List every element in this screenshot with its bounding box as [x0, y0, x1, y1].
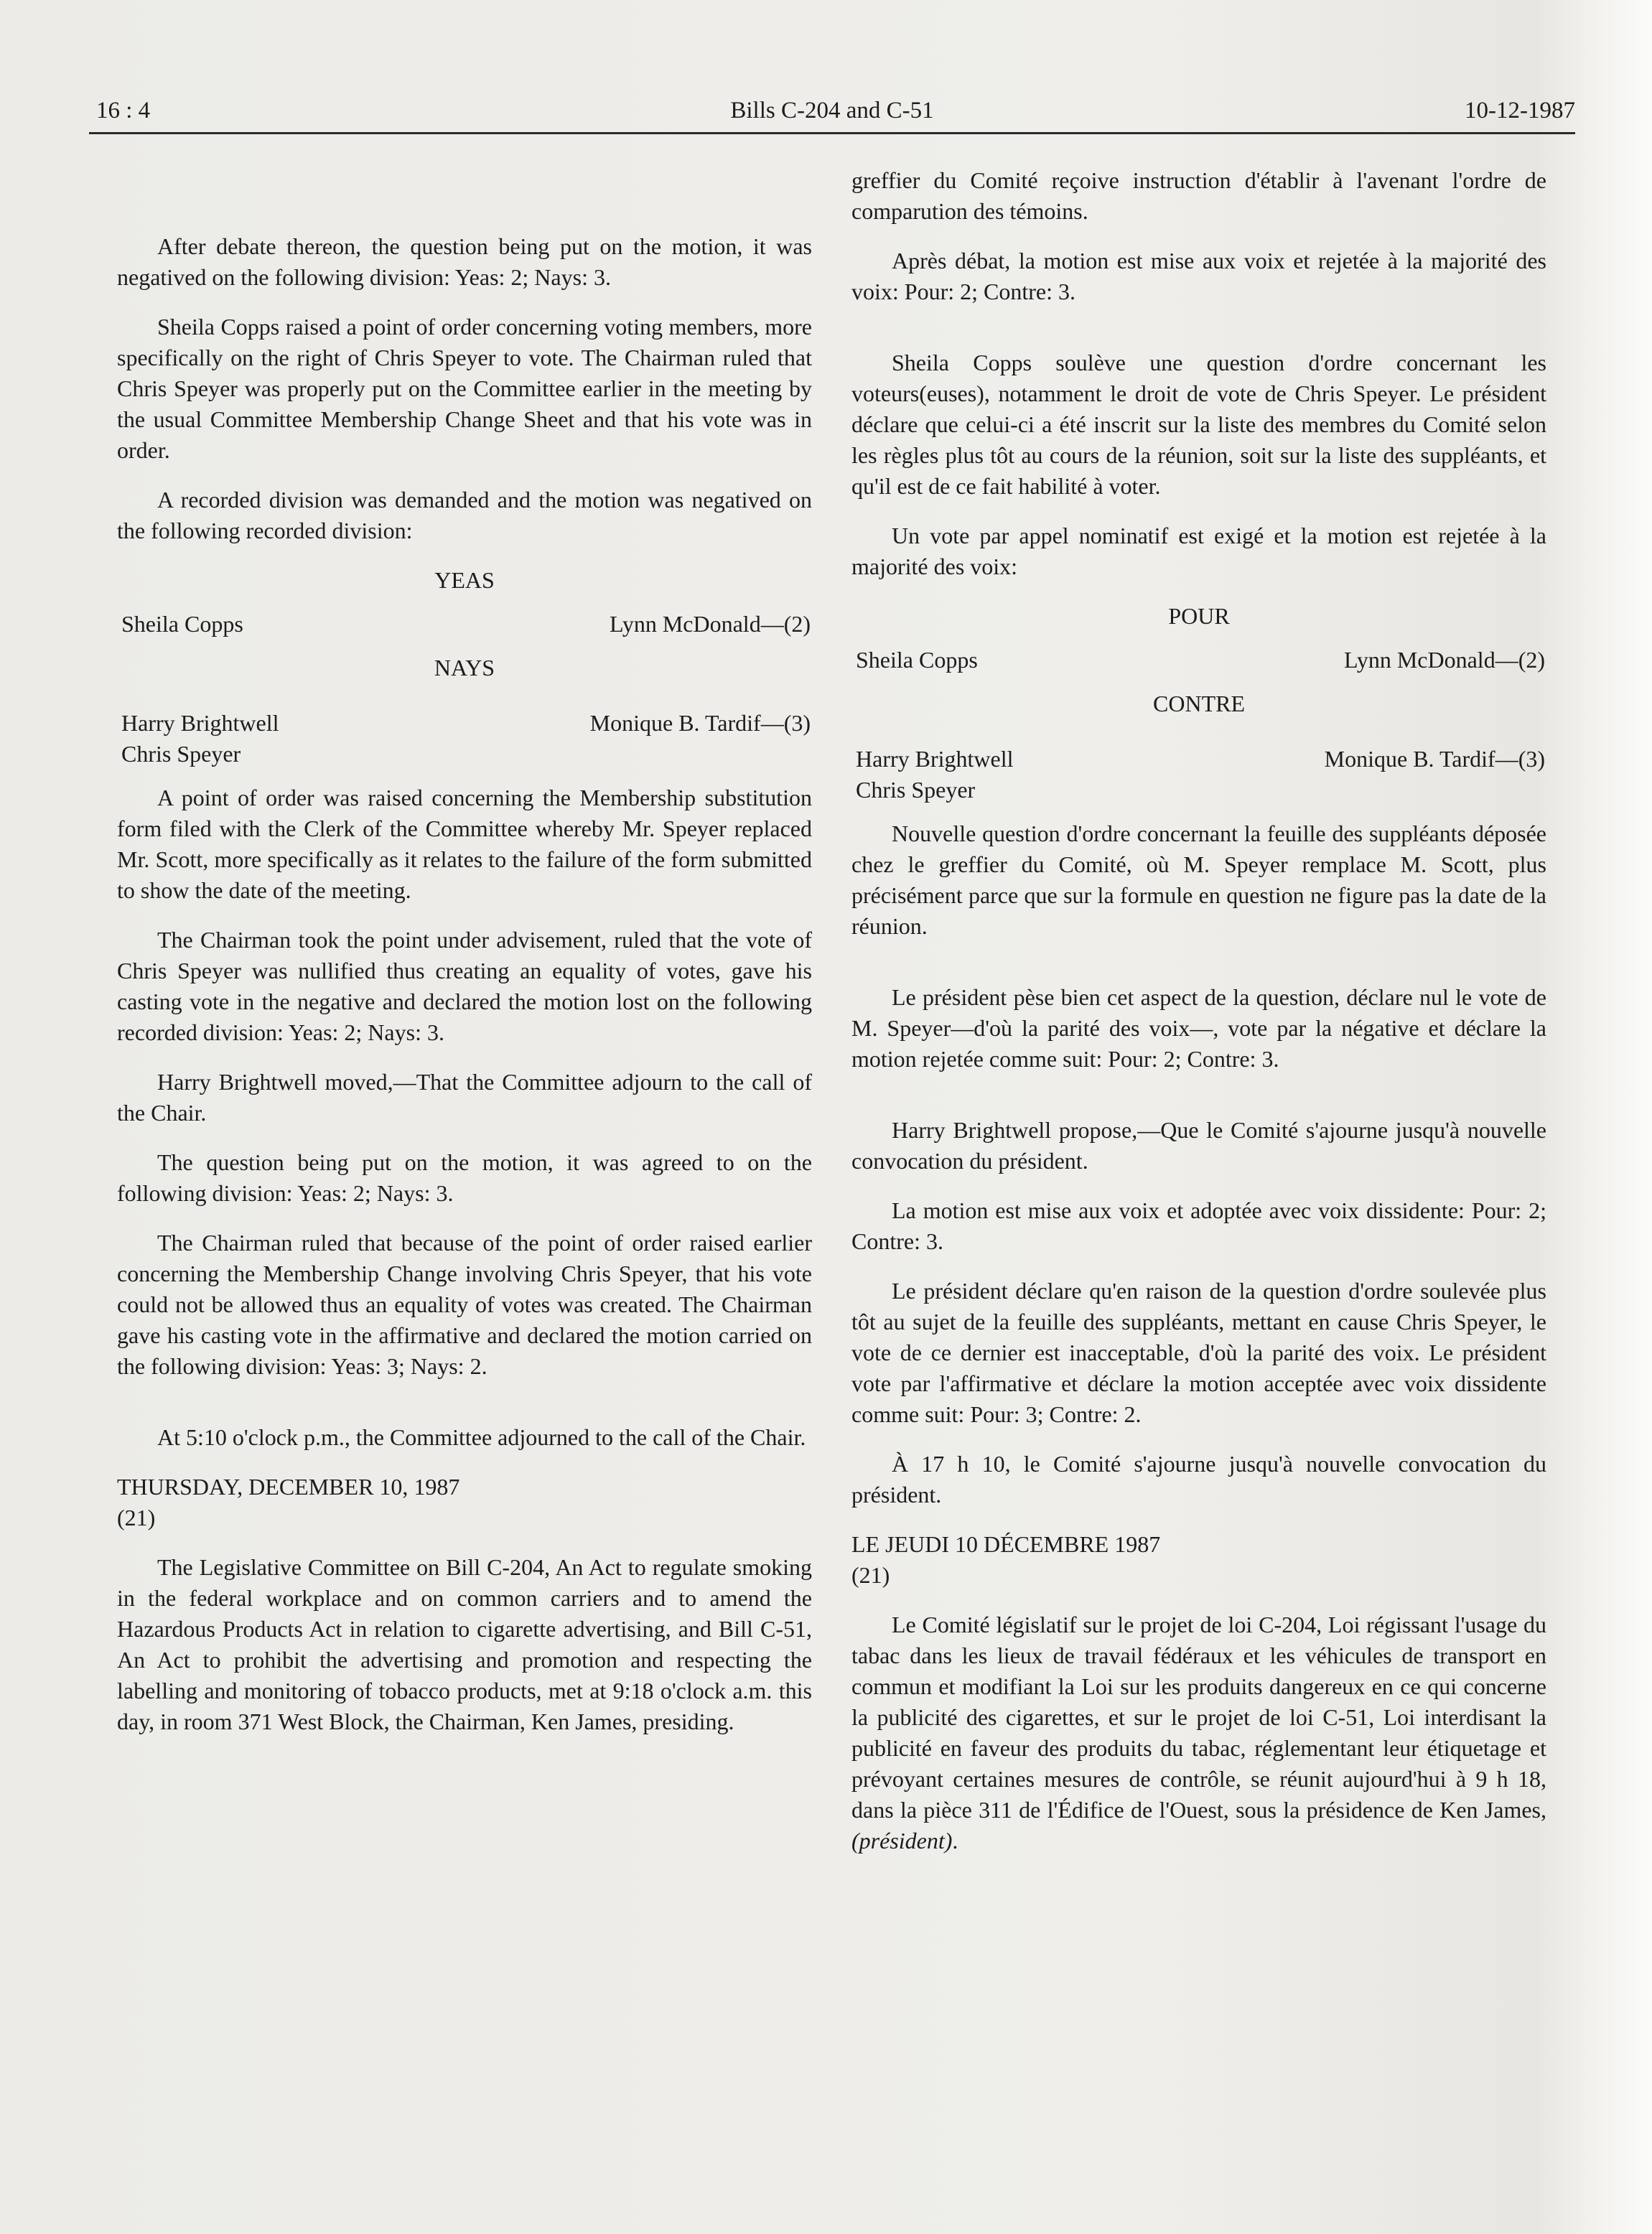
- fr-paragraph-6: Harry Brightwell propose,—Que le Comité s'ajourne jusqu'à nouvelle convocation du président.: [851, 1117, 1546, 1174]
- running-title: Bills C-204 and C-51: [730, 98, 934, 123]
- fr-paragraph-9: À 17 h 10, le Comité s'ajourne jusqu'à nouvelle convocation du président.: [851, 1451, 1546, 1508]
- fr-pour-name-1: Sheila Copps: [856, 647, 978, 673]
- fr-contre-row: [851, 744, 1546, 805]
- en-paragraph-4: A point of order was raised concerning the Membership substitution form filed with the Clerk of the Committee whereby Mr. Speyer replaced Mr. Scott, more specifically as it relates to the failure of the form submitted to show the date of the meeting.: [117, 785, 812, 903]
- fr-pour-name-2: Lynn McDonald—(2): [1344, 647, 1545, 673]
- fr-meeting-number: (21): [851, 1562, 890, 1588]
- en-yeas-name-2: Lynn McDonald—(2): [610, 611, 811, 637]
- en-yeas-row: [117, 609, 812, 640]
- en-paragraph-3: A recorded division was demanded and the motion was negatived on the following recorded division:: [117, 487, 812, 543]
- page-header: [89, 89, 1575, 134]
- en-date-heading: THURSDAY, DECEMBER 10, 1987: [117, 1474, 460, 1500]
- fr-contre-heading: CONTRE: [1153, 691, 1245, 716]
- en-nays-name-3: Monique B. Tardif—(3): [589, 710, 811, 736]
- fr-pour-heading: POUR: [1168, 603, 1230, 629]
- en-nays-heading: NAYS: [434, 655, 495, 681]
- en-paragraph-9: At 5:10 o'clock p.m., the Committee adjourned to the call of the Chair.: [157, 1424, 806, 1450]
- fr-pour-row: [851, 645, 1546, 676]
- fr-date-heading: LE JEUDI 10 DÉCEMBRE 1987: [851, 1531, 1161, 1557]
- fr-paragraph-2: Sheila Copps soulève une question d'ordre concernant les voteurs(euses), notamment le droit de vote de Chris Speyer. Le président déclare que celui-ci a été inscrit sur la liste des membres du Comité selon les règles plus tôt au cours de la réunion, soit sur la liste des suppléants, et qu'il est de ce fait habilité à voter.: [851, 350, 1546, 499]
- en-paragraph-8: The Chairman ruled that because of the point of order raised earlier concerning the Membership Change involving Chris Speyer, that his vote could not be allowed thus an equality of votes was created. The Chairman gave his casting vote in the affirmative and declared the motion carried on the following division: Yeas: 3; Nays: 2.: [117, 1230, 812, 1379]
- fr-paragraph-1: Après débat, la motion est mise aux voix et rejetée à la majorité des voix: Pour: 2; Contre: 3.: [851, 248, 1546, 304]
- page-number: 16 : 4: [96, 98, 151, 123]
- fr-paragraph-10-italic: (président): [851, 1828, 953, 1854]
- en-meeting-number: (21): [117, 1505, 156, 1530]
- fr-paragraph-10-text: Le Comité législatif sur le projet de loi C-204, Loi régissant l'usage du tabac dans les lieux de travail fédéraux et les véhicules de transport en commun et modifiant la Loi sur les produits dangereux en ce qui concerne la publicité des cigarettes, et sur le projet de loi C-51, Loi interdisant la publicité en faveur des produits du tabac, réglementant leur étiquetage et prévoyant certaines mesures de contrôle, se réunit aujourd'hui à 9 h 18, dans la pièce 311 de l'Édifice de l'Ouest, sous la présidence de Ken James,: [851, 1612, 1546, 1823]
- fr-paragraph-10-end: .: [952, 1828, 958, 1854]
- en-nays-name-2: Chris Speyer: [121, 741, 241, 767]
- en-nays-row: [117, 708, 812, 770]
- en-yeas-heading: YEAS: [434, 567, 495, 593]
- fr-paragraph-7: La motion est mise aux voix et adoptée avec voix dissidente: Pour: 2; Contre: 3.: [851, 1197, 1546, 1254]
- fr-paragraph-8: Le président déclare qu'en raison de la question d'ordre soulevée plus tôt au sujet de la feuille des suppléants, mettant en cause Chris Speyer, le vote de ce dernier est inacceptable, d'où la parité des voix. Le président vote par l'affirmative et déclare la motion acceptée avec voix dissidente comme suit: Pour: 3; Contre: 2.: [851, 1278, 1546, 1427]
- en-paragraph-7: The question being put on the motion, it was agreed to on the following division: Yeas: 2; Nays: 3.: [117, 1149, 812, 1206]
- fr-contre-name-3: Monique B. Tardif—(3): [1324, 746, 1545, 772]
- en-paragraph-2: Sheila Copps raised a point of order concerning voting members, more specifically on the right of Chris Speyer to vote. The Chairman ruled that Chris Speyer was properly put on the Committee earlier in the meeting by the usual Committee Membership Change Sheet and that his vote was in order.: [117, 314, 812, 463]
- en-paragraph-10: The Legislative Committee on Bill C-204, An Act to regulate smoking in the federal workplace and on common carriers and to amend the Hazardous Products Act in relation to cigarette advertising, and Bill C-51, An Act to prohibit the advertising and promotion and respecting the labelling and monitoring of tobacco products, met at 9:18 o'clock a.m. this day, in room 371 West Block, the Chairman, Ken James, presiding.: [117, 1554, 812, 1734]
- en-yeas-name-1: Sheila Copps: [121, 611, 243, 637]
- english-column: [117, 231, 812, 1756]
- fr-paragraph-4: Nouvelle question d'ordre concernant la feuille des suppléants déposée chez le greffier du Comité, où M. Speyer remplace M. Scott, plus précisément parce que sur la formule en question ne figure pas la date de la réunion.: [851, 821, 1546, 939]
- fr-paragraph-0: greffier du Comité reçoive instruction d'établir à l'avenant l'ordre de comparution des témoins.: [851, 167, 1546, 224]
- fr-contre-name-1: Harry Brightwell: [856, 746, 1014, 772]
- french-column: [851, 165, 1546, 1875]
- en-paragraph-5: The Chairman took the point under advisement, ruled that the vote of Chris Speyer was nullified thus creating an equality of votes, gave his casting vote in the negative and declared the motion lost on the following recorded division: Yeas: 2; Nays: 3.: [117, 927, 812, 1045]
- en-paragraph-1: After debate thereon, the question being put on the motion, it was negatived on the following division: Yeas: 2; Nays: 3.: [117, 233, 812, 290]
- fr-paragraph-10: [851, 1609, 1546, 1856]
- en-nays-name-1: Harry Brightwell: [121, 710, 279, 736]
- fr-paragraph-5: Le président pèse bien cet aspect de la question, déclare nul le vote de M. Speyer—d'où la parité des voix—, vote par la négative et déclare la motion rejetée comme suit: Pour: 2; Contre: 3.: [851, 984, 1546, 1072]
- fr-contre-name-2: Chris Speyer: [856, 777, 976, 803]
- en-paragraph-6: Harry Brightwell moved,—That the Committee adjourn to the call of the Chair.: [117, 1069, 812, 1126]
- header-date: 10-12-1987: [1465, 98, 1575, 123]
- fr-paragraph-3: Un vote par appel nominatif est exigé et la motion est rejetée à la majorité des voix:: [851, 523, 1546, 579]
